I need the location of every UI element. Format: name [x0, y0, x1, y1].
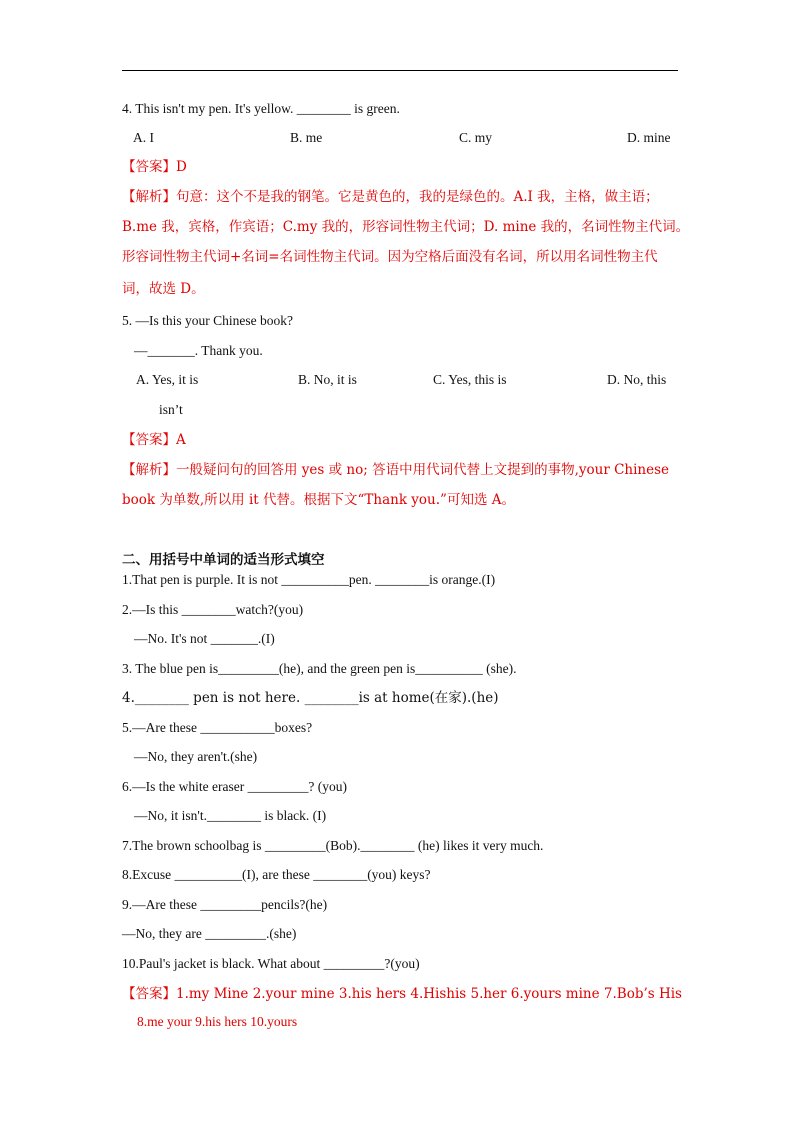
exercise-line-4: 3. The blue pen is_________(he), and the green pen is__________ (she).	[122, 661, 517, 676]
exercise-line-9: —No, it isn't.________ is black. (I)	[134, 808, 327, 823]
exercise-line-6: 5.—Are these ___________boxes?	[122, 720, 313, 735]
q4-analysis-line-3: 形容词性物主代词+名词=名词性物主代词。因为空格后面没有名词，所以用名词性物主代	[122, 249, 658, 265]
q4-option-c: C. my	[459, 130, 493, 145]
q5-option-d-continued: isn’t	[159, 402, 183, 417]
exercise-line-3: —No. It's not _______.(I)	[134, 631, 275, 646]
q5-analysis-line-1: 【解析】一般疑问句的回答用 yes 或 no; 答语中用代词代替上文提到的事物,your Chinese	[122, 462, 670, 478]
q5-stem: 5. —Is this your Chinese book?	[122, 313, 293, 328]
exercise-line-7: —No, they aren't.(she)	[134, 749, 258, 764]
q4-option-b: B. me	[290, 130, 323, 145]
exercise-line-10: 7.The brown schoolbag is _________(Bob).________ (he) likes it very much.	[122, 838, 544, 853]
exercise-line-13: —No, they are _________.(she)	[122, 926, 297, 941]
exercise-line-8: 6.—Is the white eraser _________? (you)	[122, 779, 347, 794]
exercise-line-2: 2.—Is this ________watch?(you)	[122, 602, 304, 617]
q4-analysis-line-1: 【解析】句意：这个不是我的钢笔。它是黄色的，我的是绿色的。A.I 我，主格，做主语；	[122, 189, 659, 205]
q5-answer: 【答案】A	[122, 432, 186, 448]
q5-option-a: A. Yes, it is	[136, 372, 199, 387]
q4-option-d: D. mine	[627, 130, 671, 145]
q5-analysis-line-2: book 为单数,所以用 it 代替。根据下文“Thank you.”可知选 A。	[122, 492, 515, 508]
q4-answer: 【答案】D	[122, 159, 187, 175]
exercise-line-1: 1.That pen is purple. It is not __________pen. ________is orange.(I)	[122, 572, 496, 587]
q5-option-b: B. No, it is	[298, 372, 357, 387]
q4-option-a: A. I	[133, 130, 154, 145]
section-heading: 二、用括号中单词的适当形式填空	[122, 552, 325, 568]
exercise-line-11: 8.Excuse __________(I), are these ________(you) keys?	[122, 867, 431, 882]
section2-answer-line-1: 【答案】1.my Mine 2.your mine 3.his hers 4.Hishis 5.her 6.yours mine 7.Bob’s His	[122, 986, 682, 1002]
exercise-line-14: 10.Paul's jacket is black. What about _________?(you)	[122, 956, 420, 971]
section2-answer-line-2: 8.me your 9.his hers 10.yours	[137, 1014, 298, 1029]
q5-reply: —_______. Thank you.	[134, 343, 263, 358]
exercise-line-5: 4.________ pen is not here. ________is at home(在家).(he)	[122, 690, 499, 706]
q4-analysis-line-2: B.me 我，宾格，作宾语；C.my 我的，形容词性物主代词；D. mine 我的，名词性物主代词。	[122, 219, 690, 235]
q4-analysis-line-4: 词，故选 D。	[122, 281, 205, 297]
q5-option-d: D. No, this	[607, 372, 667, 387]
q5-option-c: C. Yes, this is	[433, 372, 507, 387]
exercise-line-12: 9.—Are these _________pencils?(he)	[122, 897, 328, 912]
q4-stem: 4. This isn't my pen. It's yellow. ________ is green.	[122, 101, 400, 116]
header-rule	[122, 70, 678, 71]
